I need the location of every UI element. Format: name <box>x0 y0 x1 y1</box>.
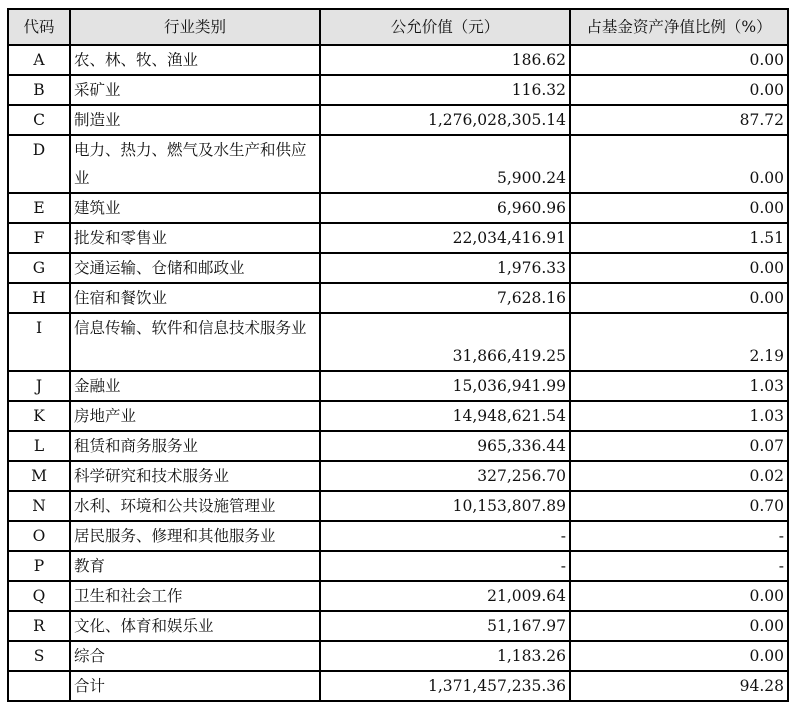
header-industry: 行业类别 <box>70 9 320 45</box>
row-industry: 信息传输、软件和信息技术服务业 <box>70 313 320 371</box>
row-ratio: 0.00 <box>570 641 788 671</box>
row-code: H <box>8 283 70 313</box>
row-industry: 金融业 <box>70 371 320 401</box>
row-fair-value: 7,628.16 <box>320 283 570 313</box>
row-code: S <box>8 641 70 671</box>
row-fair-value: 186.62 <box>320 45 570 75</box>
row-ratio: 0.00 <box>570 193 788 223</box>
table-row <box>8 75 788 105</box>
row-fair-value: 21,009.64 <box>320 581 570 611</box>
row-ratio: 0.00 <box>570 253 788 283</box>
row-ratio: 0.00 <box>570 611 788 641</box>
header-row <box>8 9 788 45</box>
row-fair-value: 1,183.26 <box>320 641 570 671</box>
row-ratio: 0.07 <box>570 431 788 461</box>
row-industry: 综合 <box>70 641 320 671</box>
row-code: J <box>8 371 70 401</box>
row-fair-value: 327,256.70 <box>320 461 570 491</box>
table-row <box>8 193 788 223</box>
table-row <box>8 223 788 253</box>
table-row <box>8 491 788 521</box>
table-row <box>8 105 788 135</box>
row-code: C <box>8 105 70 135</box>
total-label: 合计 <box>70 671 320 701</box>
row-code: F <box>8 223 70 253</box>
table-row <box>8 521 788 551</box>
row-ratio: 2.19 <box>570 313 788 371</box>
header-fair-value: 公允价值（元） <box>320 9 570 45</box>
row-industry: 住宿和餐饮业 <box>70 283 320 313</box>
table-row <box>8 551 788 581</box>
row-fair-value: 6,960.96 <box>320 193 570 223</box>
row-code: R <box>8 611 70 641</box>
row-fair-value: 1,976.33 <box>320 253 570 283</box>
row-code: M <box>8 461 70 491</box>
row-code: A <box>8 45 70 75</box>
row-fair-value: 965,336.44 <box>320 431 570 461</box>
row-fair-value: 10,153,807.89 <box>320 491 570 521</box>
header-ratio: 占基金资产净值比例（%） <box>570 9 788 45</box>
row-code: L <box>8 431 70 461</box>
row-ratio: 0.70 <box>570 491 788 521</box>
row-industry: 水利、环境和公共设施管理业 <box>70 491 320 521</box>
row-ratio: 0.00 <box>570 581 788 611</box>
row-industry: 教育 <box>70 551 320 581</box>
row-industry: 交通运输、仓储和邮政业 <box>70 253 320 283</box>
row-industry: 制造业 <box>70 105 320 135</box>
total-row <box>8 671 788 701</box>
row-fair-value: 5,900.24 <box>320 135 570 193</box>
table-row <box>8 371 788 401</box>
row-fair-value: 1,276,028,305.14 <box>320 105 570 135</box>
table-row <box>8 135 788 193</box>
table-row <box>8 611 788 641</box>
row-industry: 农、林、牧、渔业 <box>70 45 320 75</box>
row-fair-value: - <box>320 521 570 551</box>
row-code: G <box>8 253 70 283</box>
row-fair-value: 14,948,621.54 <box>320 401 570 431</box>
row-code: Q <box>8 581 70 611</box>
table-row <box>8 45 788 75</box>
row-industry: 租赁和商务服务业 <box>70 431 320 461</box>
table-row <box>8 313 788 371</box>
row-ratio: 0.00 <box>570 45 788 75</box>
row-ratio: 1.51 <box>570 223 788 253</box>
row-ratio: 0.02 <box>570 461 788 491</box>
row-ratio: 0.00 <box>570 135 788 193</box>
row-fair-value: 31,866,419.25 <box>320 313 570 371</box>
row-industry: 居民服务、修理和其他服务业 <box>70 521 320 551</box>
row-industry: 科学研究和技术服务业 <box>70 461 320 491</box>
row-ratio: 0.00 <box>570 283 788 313</box>
total-code <box>8 671 70 701</box>
row-industry: 电力、热力、燃气及水生产和供应业 <box>70 135 320 193</box>
row-code: O <box>8 521 70 551</box>
row-ratio: - <box>570 521 788 551</box>
table-row <box>8 461 788 491</box>
row-ratio: 87.72 <box>570 105 788 135</box>
row-industry: 房地产业 <box>70 401 320 431</box>
row-code: N <box>8 491 70 521</box>
total-fair-value: 1,371,457,235.36 <box>320 671 570 701</box>
row-industry: 批发和零售业 <box>70 223 320 253</box>
row-industry: 建筑业 <box>70 193 320 223</box>
table-row <box>8 401 788 431</box>
row-code: I <box>8 313 70 371</box>
row-code: E <box>8 193 70 223</box>
industry-allocation-table <box>7 8 789 702</box>
table-row <box>8 431 788 461</box>
row-fair-value: 15,036,941.99 <box>320 371 570 401</box>
total-ratio: 94.28 <box>570 671 788 701</box>
row-ratio: - <box>570 551 788 581</box>
table-row <box>8 641 788 671</box>
row-fair-value: - <box>320 551 570 581</box>
row-code: D <box>8 135 70 193</box>
row-code: B <box>8 75 70 105</box>
row-ratio: 1.03 <box>570 401 788 431</box>
table-row <box>8 253 788 283</box>
row-ratio: 1.03 <box>570 371 788 401</box>
row-fair-value: 51,167.97 <box>320 611 570 641</box>
row-code: P <box>8 551 70 581</box>
row-industry: 采矿业 <box>70 75 320 105</box>
table-row <box>8 581 788 611</box>
table-row <box>8 283 788 313</box>
row-industry: 卫生和社会工作 <box>70 581 320 611</box>
header-code: 代码 <box>8 9 70 45</box>
row-fair-value: 116.32 <box>320 75 570 105</box>
row-fair-value: 22,034,416.91 <box>320 223 570 253</box>
row-ratio: 0.00 <box>570 75 788 105</box>
row-industry: 文化、体育和娱乐业 <box>70 611 320 641</box>
row-code: K <box>8 401 70 431</box>
